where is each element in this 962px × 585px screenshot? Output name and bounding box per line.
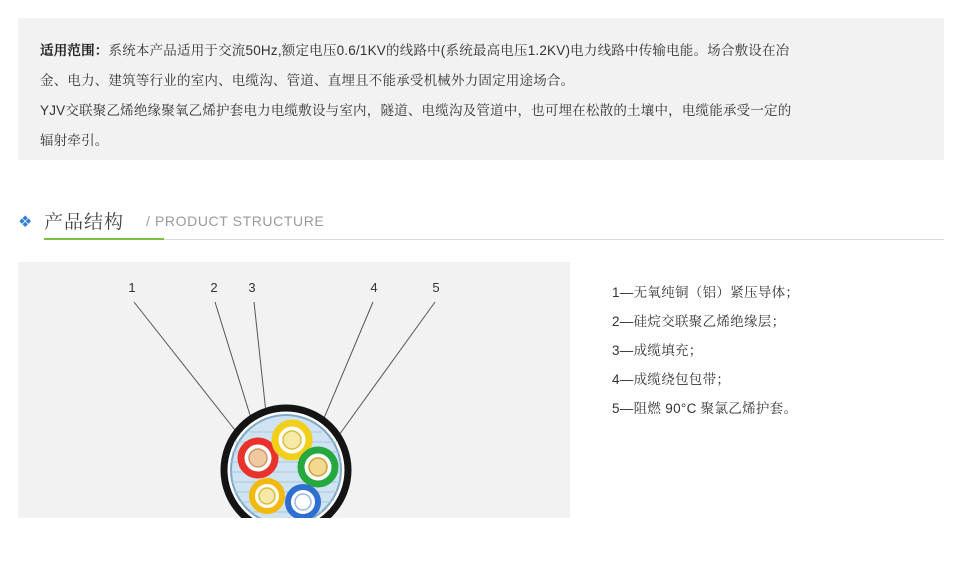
core-green-conductor	[309, 458, 327, 476]
scope-text-1: 系统本产品适用于交流50Hz,额定电压0.6/1KV的线路中(系统最高电压1.2KV)电力线路中传输电能。场合敷设在冶	[108, 43, 790, 58]
legend-item-1: 1—无氧纯铜（铝）紧压导体；	[612, 285, 800, 300]
scope-line-4: 辐射牵引。	[40, 133, 109, 148]
section-underline-accent	[44, 238, 164, 240]
cable-body	[224, 408, 348, 518]
legend-item-2: 2—硅烷交联聚乙烯绝缘层；	[612, 314, 786, 329]
callout-number-2: 2	[210, 280, 218, 295]
scope-line-2: 金、电力、建筑等行业的室内、电缆沟、管道、直埋且不能承受机械外力固定用途场合。	[40, 73, 575, 88]
core-blue-conductor	[295, 494, 311, 510]
legend-item-4: 4—成缆绕包包带；	[612, 372, 731, 387]
scope-label: 适用范围：	[40, 43, 109, 58]
core-red-conductor	[249, 449, 267, 467]
section-underline-rule	[164, 239, 944, 240]
diamond-icon: ❖	[18, 214, 33, 231]
section-heading	[18, 205, 944, 241]
legend-item-5: 5—阻燃 90°C 聚氯乙烯护套。	[612, 401, 798, 416]
section-title-en: / PRODUCT STRUCTURE	[146, 213, 325, 229]
scope-line-3: YJV交联聚乙烯绝缘聚氧乙烯护套电力电缆敷设与室内，隧道、电缆沟及管道中，也可埋在松散的土壤中，电缆能承受一定的	[40, 103, 792, 118]
scope-line-1	[40, 36, 922, 66]
legend-item-3: 3—成缆填充；	[612, 343, 703, 358]
cable-cross-section-diagram	[18, 262, 570, 518]
callout-number-3: 3	[248, 280, 256, 295]
structure-legend	[612, 278, 952, 423]
callout-number-1: 1	[128, 280, 136, 295]
core-yellow-top-conductor	[283, 431, 301, 449]
scope-panel	[18, 18, 944, 160]
cable-structure-figure	[18, 262, 570, 518]
callout-number-4: 4	[370, 280, 378, 295]
callout-number-5: 5	[432, 280, 440, 295]
core-yellow-bottom-conductor	[259, 488, 275, 504]
section-title-cn: 产品结构	[44, 212, 125, 233]
